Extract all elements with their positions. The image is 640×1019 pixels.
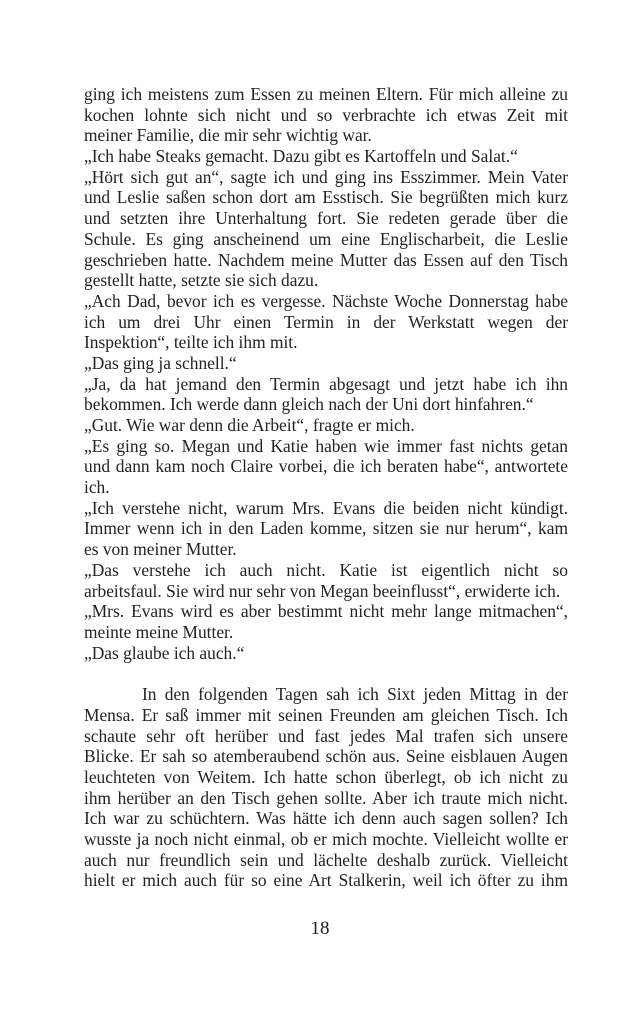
dialogue-wie-war-die-arbeit	[84, 415, 568, 436]
dialogue-ach-dad	[84, 291, 568, 353]
text-line: bekommen. Ich werde dann gleich nach der Uni dort hinfahren.“	[84, 394, 534, 415]
text-line: auch nur freundlich sein und lächelte deshalb zurück. Vielleicht	[84, 849, 568, 870]
dialogue-hoert-sich-gut-an	[84, 167, 568, 291]
text-line: „Das glaube ich auch.“	[84, 642, 245, 663]
dialogue-steaks	[84, 146, 568, 167]
text-line: leuchteten von Weitem. Ich hatte schon überlegt, ob ich nicht zu	[84, 767, 568, 787]
text-line: und setzten ihre Unterhaltung fort. Sie redeten gerade über die	[84, 208, 568, 229]
dialogue-ging-ja-schnell	[84, 353, 568, 374]
text-line: Inspektion“, teilte ich ihm mit.	[84, 332, 298, 353]
text-line: schaute sehr oft herüber und fast jedes Mal trafen sich unsere	[84, 725, 568, 746]
text-line: „Gut. Wie war denn die Arbeit“, fragte er mich.	[84, 415, 415, 435]
text-line: Blicke. Er sah so atemberaubend schön aus. Seine eisblauen Augen	[84, 746, 568, 767]
text-line: Immer wenn ich in den Laden komme, sitzen sie nur herum“, kam	[84, 518, 568, 539]
text-line: arbeitsfaul. Sie wird nur sehr von Megan beeinflusst“, erwiderte ich.	[84, 580, 561, 601]
text-line: gestellt hatte, setzte sie sich dazu.	[84, 270, 319, 291]
text-line: „Es ging so. Megan und Katie haben wie immer fast nichts getan	[84, 435, 568, 456]
text-line: Ich war zu schüchtern. Was hätte ich denn auch sagen sollen? Ich	[84, 808, 568, 829]
dialogue-katie-arbeitsfaul	[84, 560, 568, 601]
text-line: Mensa. Er saß immer mit seinen Freunden am gleichen Tisch. Ich	[84, 704, 568, 725]
text-line: Schule. Es ging anscheinend um eine Englischarbeit, die Leslie	[84, 228, 568, 249]
text-line: es von meiner Mutter.	[84, 539, 237, 560]
dialogue-mrs-evans-kuendigt	[84, 498, 568, 560]
dialogue-es-ging-so	[84, 436, 568, 498]
dialogue-nicht-mehr-mitmachen	[84, 601, 568, 642]
text-line: ihm herüber an den Tisch gehen sollte. Aber ich traute mich nicht.	[84, 787, 568, 808]
text-line: „Das verstehe ich auch nicht. Katie ist eigentlich nicht so	[84, 559, 568, 580]
page-text	[84, 84, 568, 891]
text-line: „Ach Dad, bevor ich es vergesse. Nächste Woche Donnerstag habe	[84, 290, 568, 311]
text-line: wusste ja noch nicht einmal, ob er mich mochte. Vielleicht wollte er	[84, 829, 568, 850]
text-line: geschrieben hatte. Nachdem meine Mutter das Essen auf den Tisch	[84, 249, 568, 270]
text-line: „Ja, da hat jemand den Termin abgesagt und jetzt habe ich ihn	[84, 373, 568, 394]
text-line: „Hört sich gut an“, sagte ich und ging ins Esszimmer. Mein Vater	[84, 166, 568, 187]
paragraph-mensa	[84, 684, 568, 891]
text-line: ging ich meistens zum Essen zu meinen Eltern. Für mich alleine zu	[84, 84, 568, 104]
text-line: In den folgenden Tagen sah ich Sixt jeden Mittag in der	[142, 684, 568, 705]
paragraph-continued	[84, 84, 568, 146]
text-line: ich um drei Uhr einen Termin in der Werkstatt wegen der	[84, 311, 568, 332]
text-line: ich.	[84, 477, 110, 498]
text-line: und Leslie saßen schon dort am Esstisch. Sie begrüßten mich kurz	[84, 187, 568, 208]
text-line: „Ich verstehe nicht, warum Mrs. Evans die beiden nicht kündigt.	[84, 497, 568, 518]
text-line: und dann kam noch Claire vorbei, die ich beraten habe“, antwortete	[84, 456, 568, 477]
text-line: hielt er mich auch für so eine Art Stalkerin, weil ich öfter zu ihm	[84, 870, 568, 891]
text-line: kochen lohnte sich nicht und so verbrachte ich etwas Zeit mit	[84, 104, 568, 125]
paragraph-gap	[84, 663, 568, 684]
text-line: „Mrs. Evans wird es aber bestimmt nicht mehr lange mitmachen“,	[84, 601, 568, 622]
page-number: 18	[310, 918, 330, 939]
text-line: „Ich habe Steaks gemacht. Dazu gibt es Kartoffeln und Salat.“	[84, 146, 518, 167]
text-line: meinte meine Mutter.	[84, 621, 234, 642]
dialogue-glaube-ich-auch	[84, 643, 568, 664]
text-line: „Das ging ja schnell.“	[84, 352, 237, 373]
text-line: meiner Familie, die mir sehr wichtig war.	[84, 125, 372, 146]
dialogue-termin-abgesagt	[84, 374, 568, 415]
